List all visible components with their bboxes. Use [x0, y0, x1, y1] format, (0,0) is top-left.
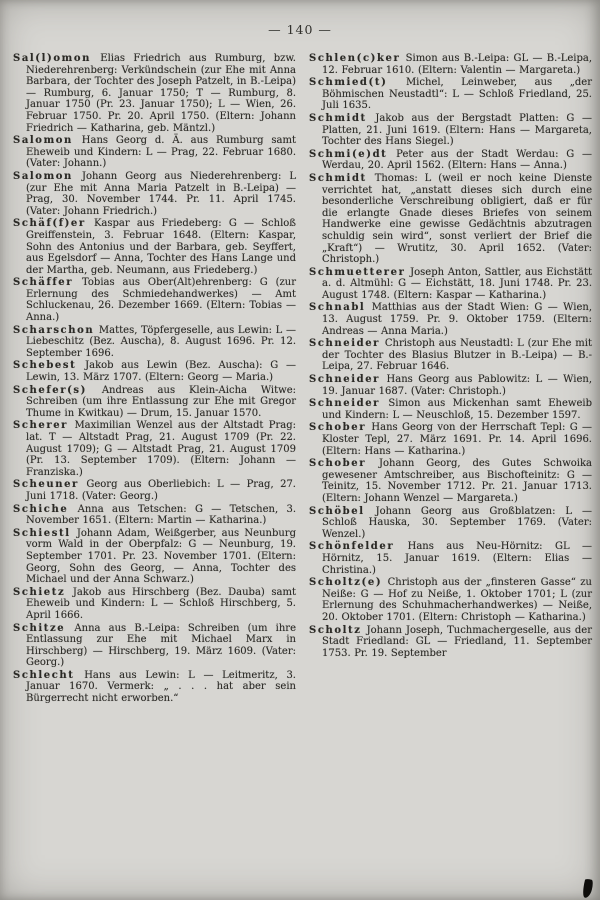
- register-entry: Salomon Johann Georg aus Niederehrenberg: L (zur Ehe mit Anna Maria Patzelt in B.-Leipa) — Prag, 30. November 1744. Pr. 11. April 1745. (Vater: Johann Friedrich.): [13, 170, 296, 217]
- left-column: [13, 53, 296, 706]
- entry-surname: Schlen(c)ker: [309, 53, 401, 64]
- ink-blot: [581, 878, 594, 899]
- entry-surname: Schönfelder: [309, 541, 395, 553]
- entry-surname: Schmidt: [309, 172, 367, 184]
- register-entry: Schober Hans Georg von der Herrschaft Tepl: G — Kloster Tepl, 27. März 1691. Pr. 14. April 1696. (Eltern: Hans — Katharina.): [309, 422, 592, 457]
- entry-surname: Schmi(e)dt: [309, 148, 388, 160]
- entry-surname: Schöbel: [309, 505, 365, 517]
- entry-surname: Scholtz(e): [309, 577, 383, 589]
- register-entry: Schober Johann Georg, des Gutes Schwoika gewesener Amtschreiber, aus Bischofteinitz: G — Teinitz, 15. November 1712. Pr. 21. Januar 1713. (Eltern: Johann Wenzel — Margareta.): [309, 458, 592, 504]
- entry-surname: Scherer: [13, 420, 69, 432]
- register-entry: Schmuetterer Joseph Anton, Sattler, aus Eichstätt a. d. Altmühl: G — Eichstätt, 18. Juni 1748. Pr. 23. August 1748. (Eltern: Kaspar — Katharina.): [309, 266, 592, 301]
- entry-surname: Schmidt: [309, 112, 367, 124]
- entry-surname: Schneider: [309, 398, 381, 410]
- register-entry: Scharschon Mattes, Töpfergeselle, aus Lewin: L — Liebeschitz (Bez. Auscha), 8. August 1696. Pr. 12. September 1696.: [13, 324, 296, 359]
- register-entry: Schmied(t) Michel, Leinweber, aus „der Böhmischen Neustadtl“: L — Schloß Friedland, 25. Juli 1635.: [309, 77, 592, 112]
- entry-surname: Schitze: [13, 622, 66, 634]
- register-entry: Schnabl Matthias aus der Stadt Wien: G — Wien, 13. August 1759. Pr. 9. Oktober 1759. (Eltern: Andreas — Anna Maria.): [309, 302, 592, 337]
- register-entry: Schmi(e)dt Peter aus der Stadt Werdau: G — Werdau, 20. April 1562. (Eltern: Hans — Anna.): [309, 148, 592, 172]
- entry-surname: Schmuetterer: [309, 266, 406, 278]
- register-entry: Schitze Anna aus B.-Leipa: Schreiben (um ihre Entlassung zur Ehe mit Michael Marx in Hirschberg) — Hirschberg, 19. März 1609. (Vater: Georg.): [13, 622, 296, 669]
- register-entry: Schmidt Jakob aus der Bergstadt Platten: G — Platten, 21. Juni 1619. (Eltern: Hans — Margareta, Tochter des Hans Siegel.): [309, 112, 592, 148]
- entry-surname: Schiche: [13, 503, 69, 515]
- entry-surname: Schnabl: [309, 302, 366, 314]
- register-entry: Salomon Hans Georg d. Ä. aus Rumburg samt Eheweib und Kindern: L — Prag, 22. Februar 1680. (Vater: Johann.): [13, 135, 296, 170]
- register-entry: Schöbel Johann Georg aus Großblatzen: L — Schloß Hauska, 30. September 1769. (Vater: Wenzel.): [309, 505, 592, 540]
- entry-surname: Schefer(s): [13, 384, 87, 396]
- entry-surname: Schlecht: [13, 669, 75, 681]
- entry-surname: Scheuner: [13, 479, 79, 491]
- entry-surname: Schäffer: [13, 277, 74, 289]
- register-entry: Schietz Jakob aus Hirschberg (Bez. Dauba) samt Eheweib und Kindern: L — Schloß Hirschberg, 5. April 1666.: [13, 586, 296, 621]
- register-entry: Schäf(f)er Kaspar aus Friedeberg: G — Schloß Greiffenstein, 3. Februar 1648. (Eltern: Kaspar, Sohn des Antonius und der Barbara, geb. Seyffert, aus Egelsdorf — Anna, Tochter des Hans Lange und der Martha, geb. Neumann, aus Friedeberg.): [13, 218, 296, 276]
- register-entry: Schmidt Thomas: L (weil er noch keine Dienste verrichtet hat, „anstatt dieses sich durch eine besonderliche Verschreibung obligiert, daß er für die erlangte Gnade dieses Briefes von seinem Handwerke eine gewisse Gedächtnis abzutragen schuldig sein wird“, sonst verliert der Brief die „Kraft“) — Wrutitz, 30. April 1652. (Vater: Christoph.): [309, 172, 592, 266]
- entry-surname: Schietz: [13, 586, 66, 598]
- register-entry: Schebest Jakob aus Lewin (Bez. Auscha): G — Lewin, 13. März 1707. (Eltern: Georg — Maria.): [13, 360, 296, 384]
- register-entry: Schiestl Johann Adam, Weißgerber, aus Neunburg vorm Wald in der Oberpfalz: G — Neunburg, 19. September 1701. Pr. 23. November 1701. (Eltern: Georg, Sohn des Georg, — Anna, Tochter des Michael und der Anna Schwarz.): [13, 527, 296, 586]
- entry-surname: Schäf(f)er: [13, 218, 86, 230]
- register-entry: Schneider Simon aus Mickenhan samt Eheweib und Kindern: L — Neuschloß, 15. Dezember 1597.: [309, 398, 592, 421]
- entry-surname: Schebest: [13, 360, 77, 372]
- text-columns: [0, 37, 600, 706]
- register-entry: Schneider Hans Georg aus Pablowitz: L — Wien, 19. Januar 1687. (Vater: Christoph.): [309, 374, 592, 397]
- entry-surname: Sal(l)omon: [13, 53, 91, 64]
- entry-surname: Schiestl: [13, 527, 71, 539]
- entry-surname: Salomon: [13, 170, 73, 182]
- entry-surname: Scharschon: [13, 324, 95, 336]
- entry-surname: Schober: [309, 422, 367, 434]
- register-entry: Sal(l)omon Elias Friedrich aus Rumburg, bzw. Niederehrenberg: Verkündschein (zur Ehe mit Anna Barbara, der Tochter des Joseph Patzelt, in B.-Leipa) — Rumburg, 6. Januar 1750; T — Rumburg, 8. Januar 1750 (Pr. 23. Januar 1750); L — Wien, 26. Februar 1750. Pr. 20. April 1750. (Eltern: Johann Friedrich — Katharina, geb. Mäntzl.): [13, 53, 296, 134]
- right-column: [309, 53, 592, 706]
- entry-surname: Schneider: [309, 374, 381, 386]
- register-entry: Schlen(c)ker Simon aus B.-Leipa: GL — B.-Leipa, 12. Februar 1610. (Eltern: Valentin — Margareta.): [309, 53, 592, 76]
- page-number: — 140 —: [268, 22, 332, 37]
- entry-surname: Schober: [309, 458, 367, 470]
- entry-surname: Salomon: [13, 135, 73, 147]
- register-entry: Scheuner Georg aus Oberliebich: L — Prag, 27. Juni 1718. (Vater: Georg.): [13, 479, 296, 502]
- register-entry: Schefer(s) Andreas aus Klein-Aicha Witwe: Schreiben (um ihre Entlassung zur Ehe mit Gregor Thume in Kwitkau) — Drum, 15. Januar 1570.: [13, 384, 296, 419]
- register-entry: Schiche Anna aus Tetschen: G — Tetschen, 3. November 1651. (Eltern: Martin — Katharina.): [13, 503, 296, 527]
- register-entry: Scherer Maximilian Wenzel aus der Altstadt Prag: lat. T — Altstadt Prag, 21. August 1709 (Pr. 22. August 1709); G — Altstadt Prag, 21. August 1709 (Pr. 13. September 1709). (Eltern: Johann — Franziska.): [13, 420, 296, 478]
- register-entry: Schönfelder Hans aus Neu-Hörnitz: GL — Hörnitz, 15. Januar 1619. (Eltern: Elias — Christina.): [309, 541, 592, 576]
- entry-surname: Schmied(t): [309, 77, 388, 89]
- entry-surname: Schneider: [309, 338, 381, 350]
- register-entry: Schlecht Hans aus Lewin: L — Leitmeritz, 3. Januar 1670. Vermerk: „ . . . hat aber sein Bürgerrecht nicht erworben.“: [13, 669, 296, 705]
- register-entry: Scholtz Johann Joseph, Tuchmachergeselle, aus der Stadt Friedland: GL — Friedland, 11. September 1753. Pr. 19. September: [309, 624, 592, 659]
- entry-surname: Scholtz: [309, 624, 362, 636]
- register-entry: Scholtz(e) Christoph aus der „finsteren Gasse“ zu Neiße: G — Hof zu Neiße, 1. Oktober 1701; L (zur Erlernung des Schuhmacherhandwerkes) — Neiße, 20. Oktober 1701. (Eltern: Christoph — Katharina.): [309, 577, 592, 623]
- register-entry: Schäffer Tobias aus Ober(Alt)ehrenberg: G (zur Erlernung des Schmiedehandwerkes) — Amt Schluckenau, 26. Dezember 1669. (Eltern: Tobias — Anna.): [13, 277, 296, 324]
- register-entry: Schneider Christoph aus Neustadtl: L (zur Ehe mit der Tochter des Blasius Blutzer in B.-Leipa) — B.-Leipa, 27. Februar 1646.: [309, 338, 592, 373]
